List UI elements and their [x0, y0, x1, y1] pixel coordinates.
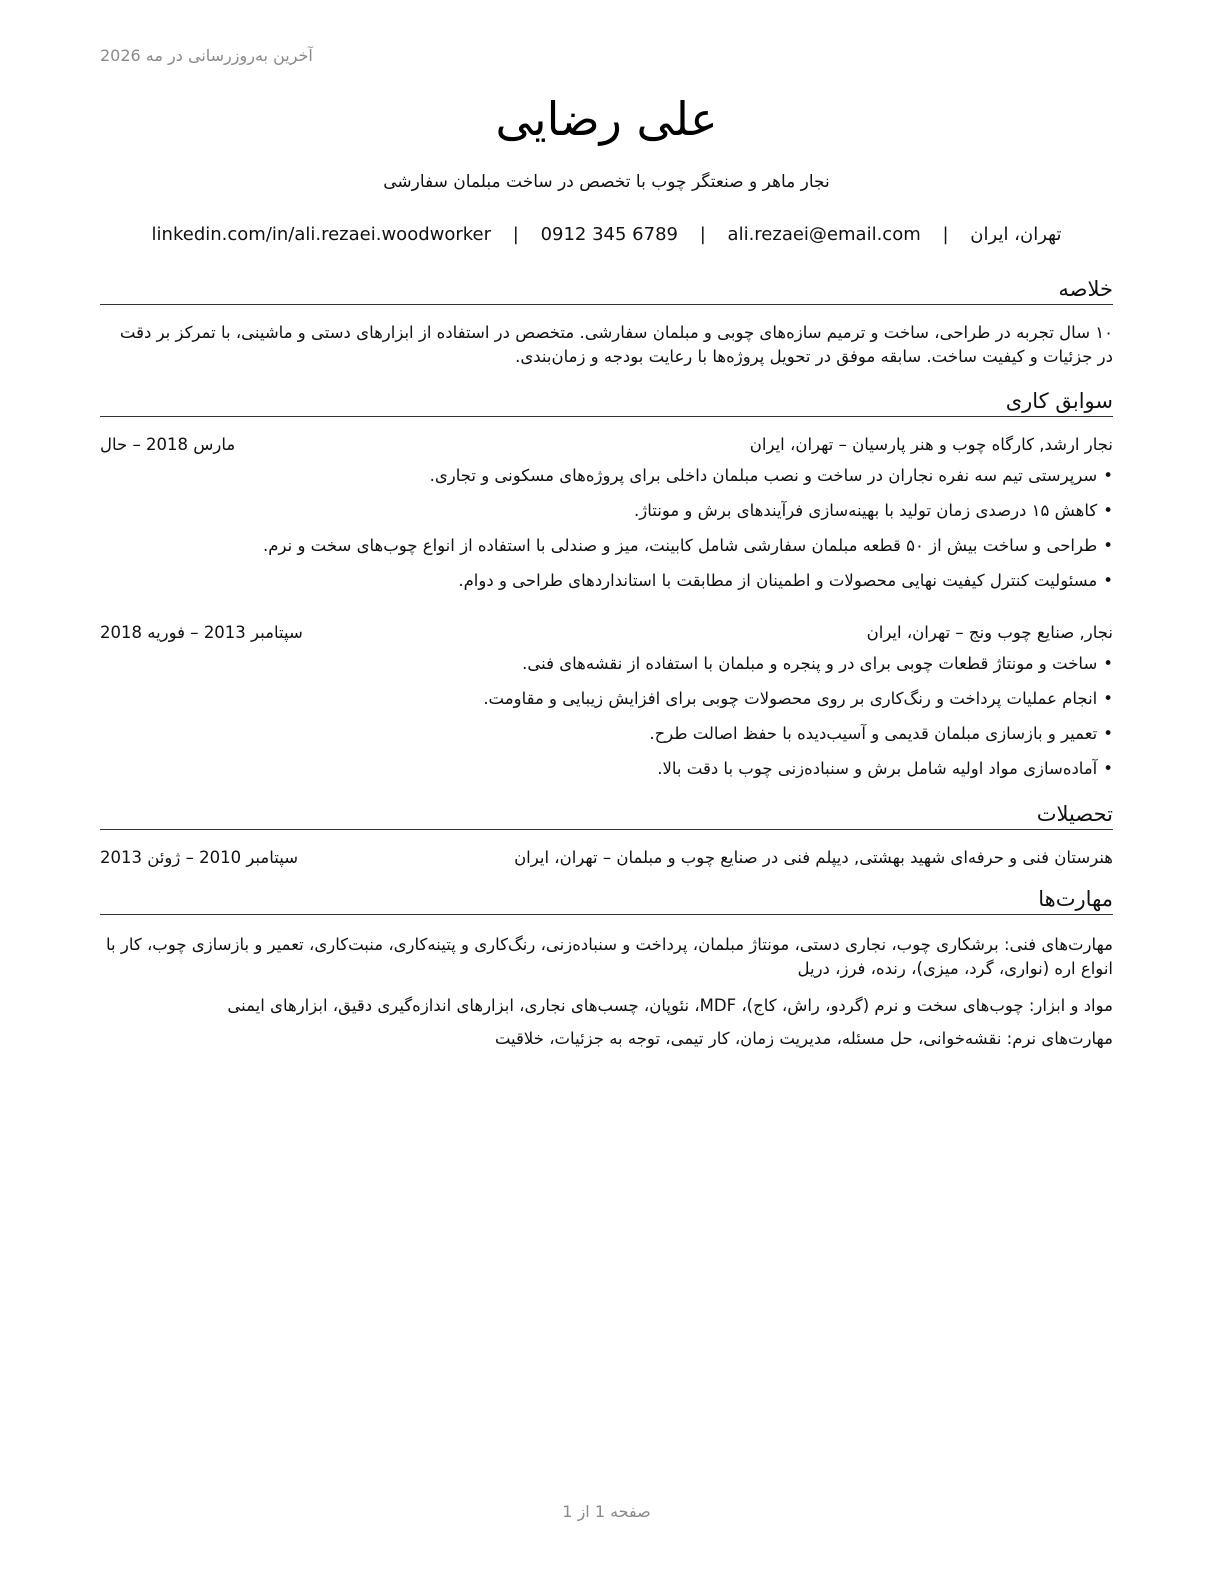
- contact-phone: 0912 345 6789: [540, 224, 678, 245]
- education-dates: سپتامبر 2010 – ژوئن 2013: [100, 848, 299, 867]
- job-dates: مارس 2018 – حال: [100, 435, 236, 454]
- list-item: • کاهش ۱۵ درصدی زمان تولید با بهینه‌سازی فرآیندهای برش و مونتاژ.: [100, 499, 1113, 534]
- page-number: صفحه 1 از 1: [562, 1502, 651, 1521]
- education-title: هنرستان فنی و حرفه‌ای شهید بهشتی, دیپلم فنی در صنایع چوب و مبلمان – تهران، ایران: [514, 848, 1113, 867]
- section-title-experience: سوابق کاری: [100, 388, 1113, 417]
- section-title-skills: مهارت‌ها: [100, 886, 1113, 915]
- job-heading: [100, 433, 1113, 457]
- tagline: نجار ماهر و صنعتگر چوب با تخصص در ساخت مبلمان سفارشی: [383, 172, 830, 192]
- job-bullets: [100, 652, 1113, 792]
- skills-materials: مواد و ابزار: چوب‌های سخت و نرم (گردو، راش، کاج)، MDF، نئوپان، چسب‌های نجاری، ابزارهای اندازه‌گیری دقیق، ابزارهای ایمنی: [227, 996, 1113, 1015]
- education-heading: [100, 846, 1113, 870]
- list-item: • ساخت و مونتاژ قطعات چوبی برای در و پنجره و مبلمان با استفاده از نقشه‌های فنی.: [100, 652, 1113, 687]
- skills-soft: مهارت‌های نرم: نقشه‌خوانی، حل مسئله، مدیریت زمان، کار تیمی، توجه به جزئیات، خلاقیت: [494, 1029, 1113, 1048]
- list-item: • آماده‌سازی مواد اولیه شامل برش و سنباده‌زنی چوب با دقت بالا.: [100, 757, 1113, 792]
- list-item: • انجام عملیات پرداخت و رنگ‌کاری بر روی محصولات چوبی برای افزایش زیبایی و مقاومت.: [100, 687, 1113, 722]
- contact-separator: |: [699, 224, 706, 245]
- resume-page: [100, 0, 1113, 1584]
- contact-separator: |: [942, 224, 949, 245]
- section-title-education: تحصیلات: [100, 801, 1113, 830]
- list-item: • تعمیر و بازسازی مبلمان قدیمی و آسیب‌دیده با حفظ اصالت طرح.: [100, 722, 1113, 757]
- contact-linkedin[interactable]: linkedin.com/in/ali.rezaei.woodworker: [151, 224, 492, 245]
- skills-technical: مهارت‌های فنی: برشکاری چوب، نجاری دستی، مونتاژ مبلمان، پرداخت و سنباده‌زنی، رنگ‌کاری و پتینه‌کاری، منبت‌کاری، تعمیر و بازسازی چوب، کار با انواع اره (نواری، گرد، میزی)، رنده، فرز، دریل: [106, 935, 1113, 978]
- job-bullets: [100, 464, 1113, 604]
- list-item: • طراحی و ساخت بیش از ۵۰ قطعه مبلمان سفارشی شامل کابینت، میز و صندلی با استفاده از انواع چوب‌های سخت و نرم.: [100, 534, 1113, 569]
- contact-email[interactable]: ali.rezaei@email.com: [727, 224, 921, 245]
- job-heading: [100, 621, 1113, 645]
- section-title-summary: خلاصه: [100, 276, 1113, 305]
- contact-separator: |: [512, 224, 519, 245]
- summary-text: ۱۰ سال تجربه در طراحی، ساخت و ترمیم سازه‌های چوبی و مبلمان سفارشی. متخصص در استفاده از ابزارهای دستی و ماشینی، با تمرکز بر دقت در جزئیات و کیفیت ساخت. سابقه موفق در تحویل پروژه‌ها با رعایت بودجه و زمان‌بندی.: [119, 323, 1113, 366]
- person-name: علی رضایی: [495, 92, 718, 146]
- contact-location: تهران، ایران: [970, 224, 1062, 245]
- contact-line: [100, 224, 1113, 245]
- job-title: نجار, صنایع چوب ونج – تهران، ایران: [866, 623, 1113, 642]
- last-updated: آخرین به‌روزرسانی در مه 2026: [100, 46, 313, 65]
- list-item: • مسئولیت کنترل کیفیت نهایی محصولات و اطمینان از مطابقت با استانداردهای طراحی و دوام.: [100, 569, 1113, 604]
- list-item: • سرپرستی تیم سه نفره نجاران در ساخت و نصب مبلمان داخلی برای پروژه‌های مسکونی و تجاری.: [100, 464, 1113, 499]
- job-dates: سپتامبر 2013 – فوریه 2018: [100, 623, 303, 642]
- job-title: نجار ارشد, کارگاه چوب و هنر پارسیان – تهران، ایران: [749, 435, 1113, 454]
